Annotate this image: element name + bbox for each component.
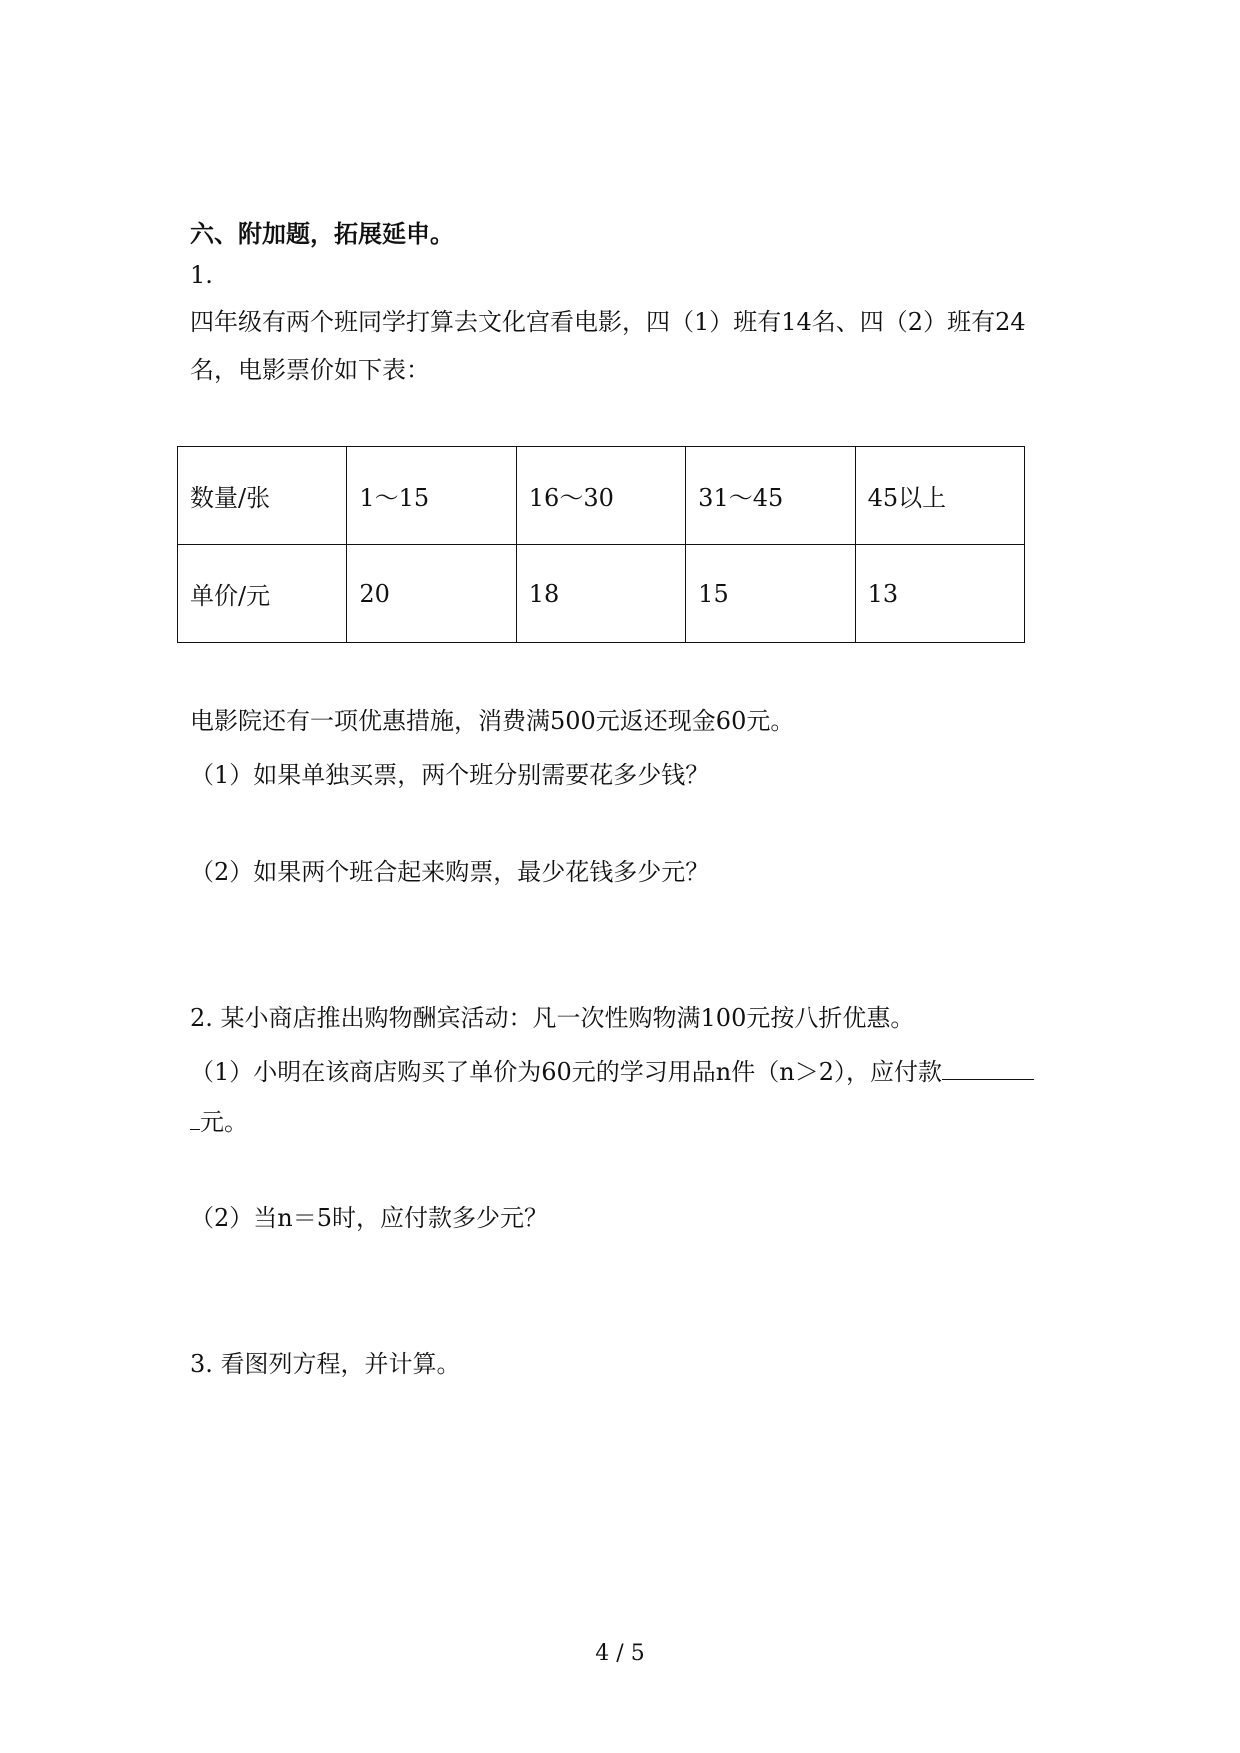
table-cell: 20 — [347, 545, 516, 643]
q3-stem: 3. 看图列方程，并计算。 — [190, 1350, 461, 1378]
table-cell: 1～15 — [347, 447, 516, 545]
q1-sub2: （2）如果两个班合起来购票，最少花钱多少元？ — [190, 858, 710, 886]
table-row — [178, 447, 1025, 545]
answer-blank[interactable] — [942, 1057, 1034, 1080]
q2-stem: 2. 某小商店推出购物酬宾活动：凡一次性购物满100元按八折优惠。 — [190, 1004, 915, 1032]
answer-blank-continued[interactable] — [190, 1107, 200, 1130]
q2-sub1-end: 元。 — [200, 1108, 248, 1136]
q1-sub1: （1）如果单独买票，两个班分别需要花多少钱？ — [190, 761, 710, 789]
table-cell: 45以上 — [855, 447, 1024, 545]
table-cell: 13 — [855, 545, 1024, 643]
q1-intro-line2: 名，电影票价如下表： — [190, 356, 430, 384]
table-cell: 单价/元 — [178, 545, 347, 643]
section-title: 六、附加题，拓展延申。 — [190, 220, 454, 248]
table-cell: 数量/张 — [178, 447, 347, 545]
q1-number: 1. — [190, 261, 213, 289]
table-cell: 16～30 — [516, 447, 685, 545]
table-cell: 31～45 — [686, 447, 855, 545]
q2-sub1-line1 — [190, 1057, 1034, 1087]
table-row — [178, 545, 1025, 643]
page-number: 4 / 5 — [595, 1641, 645, 1666]
q2-sub1-text: （1）小明在该商店购买了单价为60元的学习用品n件（n＞2），应付款 — [190, 1058, 942, 1086]
price-table — [177, 446, 1025, 643]
table-cell: 15 — [686, 545, 855, 643]
q2-sub1-line2 — [190, 1107, 248, 1137]
q1-offer: 电影院还有一项优惠措施，消费满500元返还现金60元。 — [190, 707, 795, 735]
q2-sub2: （2）当n＝5时，应付款多少元？ — [190, 1204, 548, 1232]
table-cell: 18 — [516, 545, 685, 643]
q1-intro-line1: 四年级有两个班同学打算去文化宫看电影，四（1）班有14名、四（2）班有24 — [190, 308, 1026, 336]
